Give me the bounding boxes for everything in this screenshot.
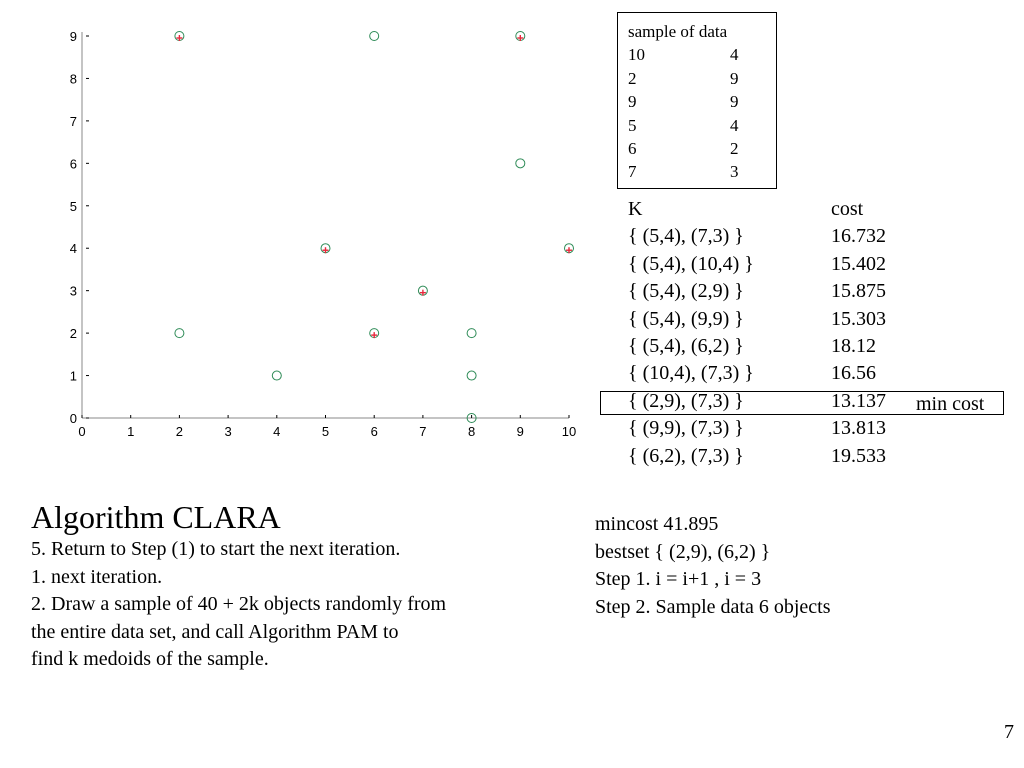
cost-header-k: K (628, 198, 643, 220)
sample-data-box (617, 12, 777, 189)
page-number: 7 (1004, 721, 1014, 743)
sample-data-title: sample of data (628, 22, 728, 41)
data-point-circle (467, 329, 476, 338)
x-tick-label: 6 (370, 424, 378, 439)
cost-value: 16.56 (831, 362, 876, 385)
sample-x: 5 (628, 115, 637, 135)
medoid-set: { (5,4), (9,9) } (628, 307, 744, 330)
medoid-set: { (9,9), (7,3) } (628, 417, 744, 440)
y-tick-label: 0 (69, 411, 77, 426)
cost-value: 16.732 (831, 225, 886, 248)
y-tick-label: 5 (69, 198, 77, 214)
sample-row (628, 160, 776, 183)
y-tick-label: 9 (69, 29, 77, 44)
scatter-plot (0, 0, 600, 450)
algorithm-step: find k medoids of the sample. (31, 648, 269, 671)
y-tick-label: 2 (69, 326, 77, 342)
algorithm-step: 5. Return to Step (1) to start the next iteration. (31, 538, 401, 560)
result-line: Step 2. Sample data 6 objects (595, 595, 831, 618)
y-tick-label: 7 (69, 113, 77, 129)
plot-marks (175, 32, 574, 423)
cost-value: 18.12 (831, 334, 876, 357)
results-section (595, 511, 831, 621)
medoid-set: { (5,4), (10,4) } (628, 252, 754, 275)
cost-header-cost: cost (831, 198, 864, 220)
x-tick-label: 4 (273, 424, 281, 439)
y-tick-label: 8 (69, 71, 77, 87)
y-tick-label: 1 (69, 368, 77, 384)
medoid-set: { (10,4), (7,3) } (628, 362, 754, 385)
y-tick-label: 6 (69, 156, 77, 172)
sample-x: 6 (628, 139, 637, 159)
sample-y: 3 (730, 162, 739, 182)
sample-x: 7 (628, 162, 637, 182)
data-point-circle (175, 329, 184, 338)
cost-value: 19.533 (831, 444, 886, 467)
sample-y: 9 (730, 68, 739, 88)
cost-value: 15.875 (831, 280, 886, 303)
x-tick-label: 3 (224, 424, 232, 439)
algorithm-step: the entire data set, and call Algorithm PAM to (31, 620, 399, 643)
y-tick-label: 3 (69, 283, 77, 299)
x-tick-label: 10 (561, 424, 577, 439)
data-point-circle (467, 371, 476, 380)
sample-row (628, 137, 776, 160)
min-cost-label: min cost (916, 393, 985, 415)
cost-value: 15.402 (831, 252, 886, 275)
cost-value: 15.303 (831, 307, 886, 330)
sample-x: 2 (628, 68, 637, 88)
algorithm-title: Algorithm CLARA (31, 499, 281, 535)
x-tick-label: 0 (78, 424, 86, 439)
medoid-set: { (2,9), (7,3) } (628, 389, 744, 412)
data-point-circle (272, 371, 281, 380)
x-tick-label: 5 (321, 424, 330, 439)
medoid-set: { (6,2), (7,3) } (628, 444, 744, 467)
sample-y: 4 (730, 115, 739, 135)
sample-row (628, 67, 776, 90)
plot-ticks (70, 29, 576, 439)
x-tick-label: 1 (127, 424, 135, 439)
plot-axes (82, 32, 569, 418)
medoid-set: { (5,4), (6,2) } (628, 334, 744, 357)
x-tick-label: 2 (175, 424, 184, 439)
sample-y: 2 (730, 139, 739, 159)
result-line: mincost 41.895 (595, 513, 719, 535)
x-tick-label: 8 (467, 424, 476, 439)
algorithm-step: 1. next iteration. (31, 565, 163, 588)
algorithm-section (31, 498, 446, 674)
algorithm-step: 2. Draw a sample of 40 + 2k objects randomly from (31, 593, 447, 616)
sample-row (628, 114, 776, 137)
sample-y: 4 (730, 45, 739, 65)
medoid-set: { (5,4), (7,3) } (628, 225, 744, 248)
sample-x: 9 (628, 92, 637, 112)
medoid-set: { (5,4), (2,9) } (628, 280, 744, 303)
x-tick-label: 7 (419, 424, 427, 439)
x-tick-label: 9 (516, 424, 524, 439)
y-tick-label: 4 (69, 241, 77, 257)
sample-row (628, 90, 776, 113)
sample-x: 10 (628, 45, 645, 65)
cost-value: 13.137 (831, 389, 886, 412)
data-point-circle (516, 159, 525, 168)
result-line: bestset { (2,9), (6,2) } (595, 540, 771, 563)
result-line: Step 1. i = i+1 , i = 3 (595, 568, 762, 591)
sample-y: 9 (730, 92, 739, 112)
data-point-circle (370, 32, 379, 41)
cost-value: 13.813 (831, 417, 886, 440)
sample-row (628, 43, 776, 66)
